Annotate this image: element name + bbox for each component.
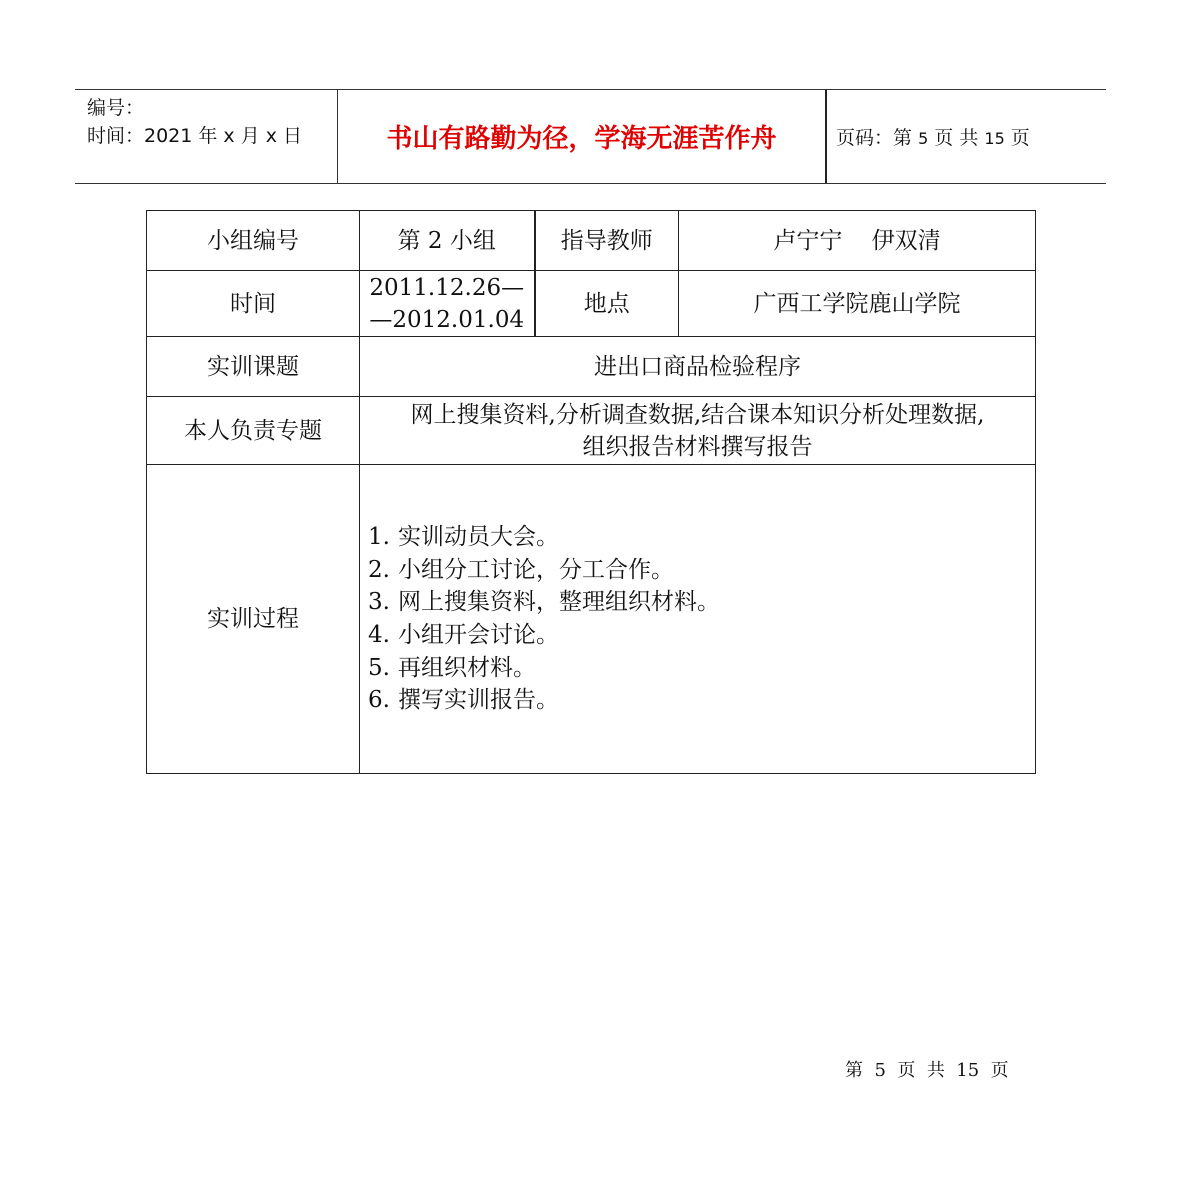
time-end: —2012.01.04 — [369, 306, 525, 333]
step-text: 撰写实训报告。 — [398, 687, 559, 714]
training-record-table — [146, 210, 1036, 774]
process-steps-cell — [360, 465, 1036, 774]
table-row — [147, 337, 1036, 397]
page-prefix: 页码：第 — [836, 127, 913, 149]
list-item — [360, 521, 1035, 554]
page-mid: 页 共 — [934, 127, 979, 149]
table-row — [147, 211, 1036, 271]
topic-value: 进出口商品检验程序 — [360, 337, 1036, 397]
page-header — [75, 89, 1106, 184]
footer-total-pages: 15 — [956, 1060, 980, 1081]
time-value — [360, 271, 535, 337]
group-value: 第 2 小组 — [360, 211, 535, 271]
place-value: 广西工学院鹿山学院 — [679, 271, 1036, 337]
step-number: 6. — [368, 687, 390, 714]
number-label: 编号： — [87, 97, 145, 119]
table-row — [147, 465, 1036, 774]
process-steps-list — [360, 521, 1035, 717]
footer-total-word: 共 — [926, 1060, 945, 1081]
header-page-indicator — [836, 123, 1030, 150]
list-item — [360, 652, 1035, 685]
duty-line-2: 组织报告材料撰写报告 — [582, 433, 813, 460]
footer-suffix: 页 — [990, 1060, 1009, 1081]
list-item — [360, 554, 1035, 587]
list-item — [360, 619, 1035, 652]
step-text: 再组织材料。 — [398, 654, 536, 681]
step-number: 3. — [368, 589, 390, 616]
motto-text: 书山有路勤为径，学海无涯苦作舟 — [386, 124, 777, 154]
page-footer — [845, 1056, 1009, 1082]
table-row — [147, 271, 1036, 337]
step-text: 网上搜集资料，整理组织材料。 — [398, 589, 720, 616]
teacher-value: 卢宁宁 伊双清 — [679, 211, 1036, 271]
step-text: 小组分工讨论，分工合作。 — [398, 556, 674, 583]
process-label: 实训过程 — [147, 465, 360, 774]
teacher-label: 指导教师 — [535, 211, 679, 271]
table-row — [147, 397, 1036, 465]
page-suffix: 页 — [1010, 127, 1030, 149]
date-label: 时间：2021 年 x 月 x 日 — [87, 125, 303, 147]
duty-value — [360, 397, 1036, 465]
list-item — [360, 586, 1035, 619]
group-label: 小组编号 — [147, 211, 360, 271]
page-total: 15 — [984, 129, 1005, 148]
topic-label: 实训课题 — [147, 337, 360, 397]
header-motto-cell — [337, 90, 827, 183]
footer-prefix: 第 — [845, 1060, 863, 1081]
page-current: 5 — [918, 129, 929, 148]
footer-current-page: 5 — [874, 1060, 886, 1081]
step-number: 1. — [368, 524, 390, 551]
duty-label: 本人负责专题 — [147, 397, 360, 465]
step-text: 实训动员大会。 — [398, 524, 559, 551]
step-number: 4. — [368, 622, 390, 648]
footer-page-word: 页 — [897, 1060, 916, 1081]
time-label: 时间 — [147, 271, 360, 337]
header-page-cell — [826, 90, 1106, 183]
step-text: 小组开会讨论。 — [398, 622, 559, 648]
header-info-cell — [75, 90, 337, 183]
step-number: 2. — [368, 556, 390, 583]
time-start: 2011.12.26— — [369, 274, 525, 301]
duty-line-1: 网上搜集资料,分析调查数据,结合课本知识分析处理数据, — [410, 401, 985, 428]
list-item — [360, 684, 1035, 717]
place-label: 地点 — [535, 271, 679, 337]
step-number: 5. — [368, 654, 390, 681]
